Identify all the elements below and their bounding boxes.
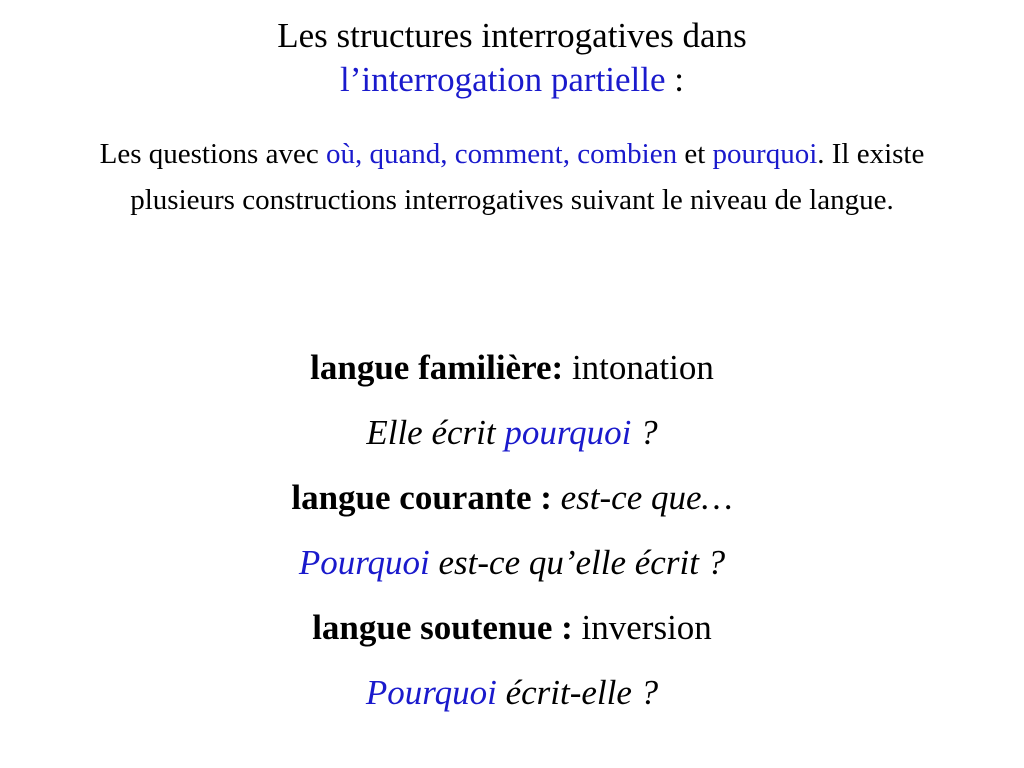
- intro-pourquoi: pourquoi: [712, 138, 818, 170]
- register-heading-familiere: [0, 345, 1024, 410]
- example-courante: [0, 540, 1024, 605]
- register-method: est-ce que…: [551, 478, 733, 517]
- register-method: inversion: [572, 608, 712, 647]
- register-label: langue familière:: [310, 348, 564, 387]
- intro-text-1: Les questions avec: [99, 138, 326, 170]
- title-highlight: l’interrogation partielle: [339, 60, 666, 99]
- register-examples: [0, 345, 1024, 735]
- example-question-word: Pourquoi: [365, 673, 497, 712]
- intro-text-2: et: [677, 138, 713, 170]
- intro-question-words: où, quand, comment, combien: [325, 138, 678, 170]
- example-text: est-ce qu’elle écrit ?: [429, 543, 726, 582]
- example-question-word: pourquoi: [504, 413, 632, 452]
- example-text: écrit-elle ?: [496, 673, 659, 712]
- example-familiere: [0, 410, 1024, 475]
- slide-title: [0, 14, 1024, 102]
- title-line-1: Les structures interrogatives dans: [277, 16, 747, 55]
- register-heading-soutenue: [0, 605, 1024, 670]
- register-label: langue soutenue :: [312, 608, 573, 647]
- title-colon: :: [665, 60, 685, 99]
- register-label: langue courante :: [291, 478, 552, 517]
- register-heading-courante: [0, 475, 1024, 540]
- intro-text-3: . Il existe plusieurs constructions interrogatives suivant le niveau de langue.: [130, 138, 925, 216]
- example-text: Elle écrit: [366, 413, 505, 452]
- title-line-2: [0, 58, 1024, 102]
- example-end: ?: [631, 413, 658, 452]
- example-question-word: Pourquoi: [298, 543, 430, 582]
- register-method: intonation: [563, 348, 714, 387]
- intro-paragraph: [80, 131, 944, 223]
- example-soutenue: [0, 670, 1024, 735]
